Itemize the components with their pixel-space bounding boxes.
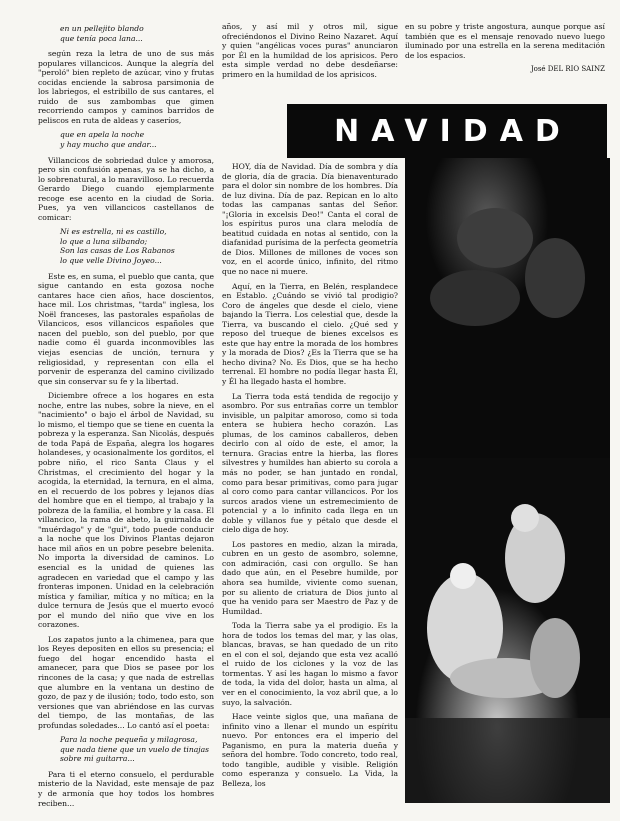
paragraph: años, y así mil y otros mil, sigue ofreciéndonos el Divino Reino Nazaret. Aquí y quien "angélicas voces puras" anunciaron por Él en la humildad de los aprisicos. Pero esta simple verdad no debe desdeñarse: primero en la humildad de los aprisicos. — [222, 22, 398, 79]
paragraph: La Tierra toda está tendida de regocijo y asombro. Por sus entrañas corre un temblor invisible, un palpitar amoroso, como si toda entera se hubiera hecho corazón. Las plumas, de los caminos caballeros, deben decirlo con al oído de este, el amor, la ternura. Gracias entre la hierba, las flores silvestres y humildes han abierto su corola a más no poder, se han juntado en rondal, como para besar primitivas, como para jugar al coro como para cantar villancicos. Por los surcos arados viene un estremecimiento de potencial y a lo infinito cada llega en un doble y villanos fue y pétalo que desde el cielo diga de hoy. — [222, 391, 398, 535]
middle-column — [222, 162, 398, 793]
verse-line: Son las casas de Los Rabanos — [60, 246, 175, 256]
paragraph: Este es, en suma, el pueblo que canta, que sigue cantando en esta gozosa noche cantares hace cien años, hace doscientos, hace mil. Los christmas, "tarda" inglesa, los Noël franceses, las pastorales españolas de Vilancicos, esos villancicos españoles que nacen del pueblo, son del pueblo, por que nadie como él guarda inconmovibles las viejas esencias de unción, ternura y religiosidad, y representan con ella el porvenir de esperanza del camino civilizado que sin conservar su fe y la libertad. — [38, 271, 214, 386]
right-column-top — [405, 22, 605, 75]
page-title: NAVIDAD — [334, 113, 572, 149]
verse-line: lo que velle Divino Joyeo... — [60, 256, 162, 266]
paragraph: en su pobre y triste angostura, aunque porque así también que es el mensaje renovado nuevo luego iluminado por una estrella en la serena meditación de los espacios. — [405, 22, 605, 60]
paragraph: Diciembre ofrece a los hogares en esta noche, entre las nubes, sobre la nieve, en el "nacimiento" o bajo el árbol de Navidad, su lo mismo, el tiempo que se tiene en cuenta la pobreza y la esperanza. San Nicolás, después de toda Papá de España, alegra los hogares holandeses, y ocasionalmente los gorditos, el pobre niño, el rico Santa Claus y el Christmas, el crecimiento del hogar y la acogida, la eternidad, la ternura, en el alma, en el recuerdo de los pobres y lejanos días del hombre que en el tiempo, al trabajo y la pobreza de la familia, el hombre y la casa. El villancico, la rama de abeto, la guirnalda de "muérdago" y de "gui", todo puede conducir a la noche que los Divinos Plantas dejaron hace mil años en un pobre pesebre belenita. No importa la diversidad de caminos. Lo esencial es la unidad de quienes las agradecen en variedad que el campo y las fronteras imponen. Unidad en la celebración mística y familiar, mítica y no mítica; en la dulce ternura de Jesús que el muerto evocó por el mundo del niño que vive en los corazones. — [38, 391, 214, 630]
verse — [60, 227, 214, 265]
title-banner — [287, 104, 607, 158]
paragraph: según reza la letra de uno de sus más populares villancicos. Aunque la alegría del "peroló" bien repleto de azúcar, vino y frutas cocidas enciende la sabrosa parsimonia de los labriegos, el estribillo de sus cantares, el ruido de sus zambombas que gimen recorriendo campos y caminos barridos de peliscos en ruta de aldeas y caseríos, — [38, 49, 214, 125]
verse-line: y hay mucho que andar... — [60, 140, 157, 150]
verse-line: Ni es estrella, ni es castillo, — [60, 227, 167, 237]
verse-line: que nada tiene que un vuelo de tinajas sobre mi guitarra... — [60, 744, 210, 764]
left-column — [38, 22, 214, 813]
paragraph: HOY, día de Navidad. Día de sombra y día de gloria, día de gracia. Día bienaventurado para el dolor sin nombre de los hombres. Día de luz divina. Día de paz. Repican en lo alto todas las campanas santas del Señor. "¡Gloria in excelsis Deo!" Canta el coral de los espíritus puros una clara melodía de beatitud cuidada en notas al sentido, con la diafanidad purísima de la perfecta geometría de Dios. Millones de millones de voces son voz, en el acorde único, infinito, del ritmo que no nace ni muere. — [222, 162, 398, 277]
paragraph: Villancicos de sobriedad dulce y amorosa, pero sin confusión apenas, ya se ha dicho, a lo sobrenatural, a lo maravilloso. Lo recuerda Gerardo Diego cuando ejemplarmente recoge ese acento en la ciudad de Soria. Pues, ya ven villancicos castellanos de comicar: — [38, 155, 215, 222]
paragraph: Aquí, en la Tierra, en Belén, resplandece en Establo. ¿Cuándo se vivió tal prodigio? Coro de ángeles que desde el cielo, viene bajando la Tierra. Los celestial que, desde la Tierra, va buscando el cielo. ¿Qué sed y reposo del trueque de bienes excelsos es este que hay entre la morada de los hombres y la morada de Dios? ¿Es la Tierra que se ha hecho divina? No. Es Dios, que se ha hecho terrenal. El hombre no podía llegar hasta Él, y Él ha llegado hasta el hombre. — [222, 281, 398, 387]
verse-line: lo que a luna silbando; — [60, 236, 148, 246]
paragraph: Los pastores en medio, alzan la mirada, cubren en un gesto de asombro, solemne, con admiración, casi con orgullo. Se han dado que aún, en el Pesebre humilde, por ahora sea humilde, viviente como suenan, por su aliento de criatura de Dios junto al que ha venido para ser Maestro de Paz y de Humildad. — [222, 539, 398, 616]
author-signature: José DEL RIO SAINZ — [530, 65, 605, 74]
verse-line: que tenía poca lana... — [60, 33, 143, 43]
paragraph: Para ti el eterno consuelo, el perdurable misterio de la Navidad, este mensaje de paz y de armonía que hoy todos los hombres reciben... — [38, 769, 214, 808]
nativity-photo — [405, 158, 610, 803]
paragraph: Hace veinte siglos que, una mañana de infinito vino a llenar el mundo un espíritu nuevo. Por entonces era el imperio del Paganismo, en pura la materia dueña y señora del hombre. Todo concreto, todo real, todo tangible, audible y visible. Religión como esperanza y consuelo. La Vida, la Belleza, los — [222, 712, 398, 788]
verse — [60, 130, 214, 149]
paragraph: Toda la Tierra sabe ya el prodigio. Es la hora de todos los temas del mar, y las olas, blancas, bravas, se han quedado de un rito en el con el sol, dejando que esta vez acalló el ruido de los ciclones y la voz de las tormentas. Y así les hagan lo mismo a favor de toda, la vida del dolor, hasta un alma, al ver en el conocimiento, la voz abril que, a lo suyo, la salvación. — [222, 621, 398, 707]
middle-column-top — [222, 22, 398, 84]
verse-line: Para la noche pequeña y milagrosa, — [60, 735, 198, 745]
verse-line: en un pellejito blando — [60, 24, 144, 33]
verse — [60, 735, 214, 764]
paragraph: Los zapatos junto a la chimenea, para que los Reyes depositen en ellos su presencia; el fuego del hogar encendido hasta el amanecer, para que Dios se pasee por los rincones de la casa; y que nada de estrellas que alumbre en la ventana un destino de gozo, de paz y de ilusión; todo, todo esto, son versiones que van abriéndose en las curvas del tiempo, de las montañas, de las profundas soledades... Lo cantó así el poeta: — [38, 634, 214, 730]
opening-verse — [60, 24, 214, 43]
verse-line: que en apela la noche — [60, 130, 145, 140]
